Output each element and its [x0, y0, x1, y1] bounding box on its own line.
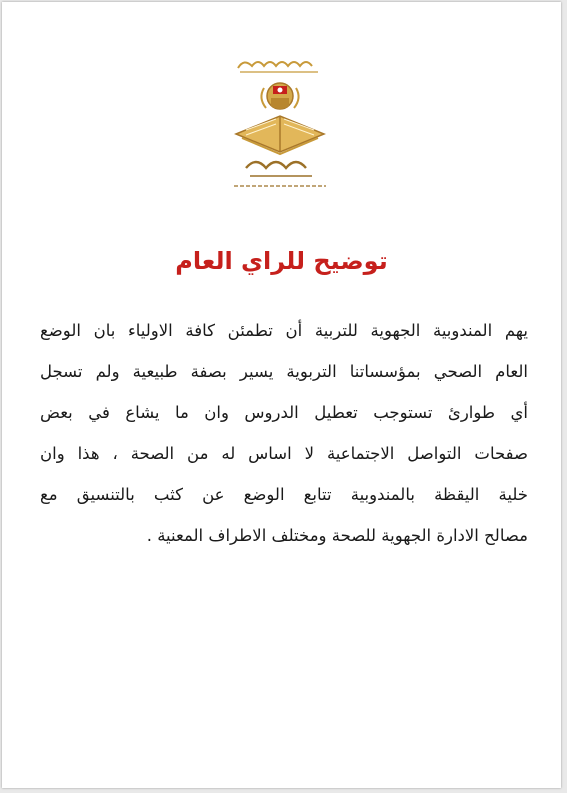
document-page [2, 2, 561, 788]
statement-line: أي طوارئ تستوجب تعطيل الدروس وان ما يشاع في بعض [40, 403, 528, 422]
statement-body [40, 310, 528, 556]
ministry-logo [224, 46, 334, 196]
statement-line: صفحات التواصل الاجتماعية لا اساس له من الصحة ، هذا وان [40, 444, 528, 463]
statement-line: العام الصحي بمؤسساتنا التربوية يسير بصفة طبيعية ولم تسجل [40, 362, 528, 381]
statement-line: يهم المندوبية الجهوية للتربية أن تطمئن كافة الاولياء بان الوضع [40, 321, 528, 340]
statement-line: مصالح الادارة الجهوية للصحة ومختلف الاطراف المعنية . [146, 526, 528, 545]
page-title: توضيح للراي العام [175, 247, 388, 275]
statement-line: خلية اليقظة بالمندوبية تتابع الوضع عن كثب بالتنسيق مع [40, 485, 528, 504]
ministry-emblem-icon [224, 46, 334, 196]
